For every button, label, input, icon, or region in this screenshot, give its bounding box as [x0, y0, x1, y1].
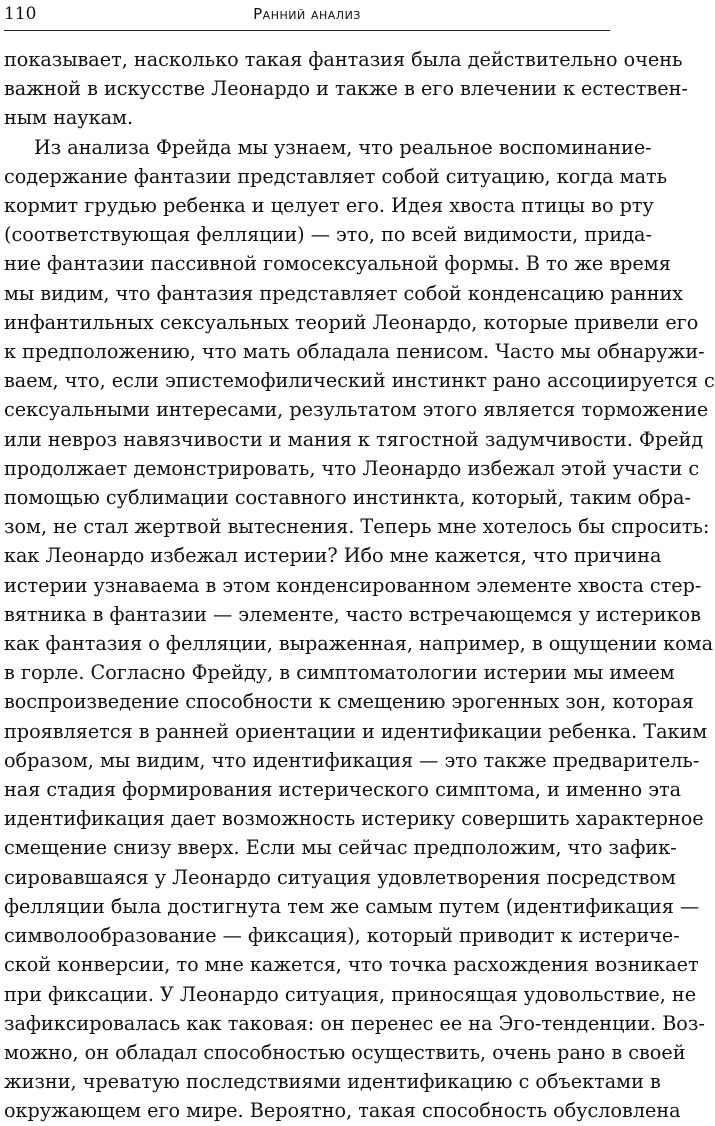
text-line: окружающем его мире. Вероятно, такая способность обусловлена — [4, 1099, 681, 1123]
text-line: показывает, насколько такая фантазия была действительно очень — [4, 48, 683, 71]
text-line: к предположению, что мать обладала пенисом. Часто мы обнаружи- — [4, 340, 705, 364]
text-line: можно, он обладал способностью осуществить, очень рано в своей — [4, 1040, 686, 1064]
text-line: вятника в фантазии — элементе, часто встречающемся у истериков — [4, 602, 701, 626]
text-line: важной в искусстве Леонардо и также в его влечении к естествен- — [4, 77, 688, 101]
text-line: или невроз навязчивости и мания к тягостной задумчивости. Фрейд — [4, 427, 704, 451]
text-line: ным наукам. — [4, 106, 134, 130]
text-line: при фиксации. У Леонардо ситуация, приносящая удовольствие, не — [4, 982, 697, 1006]
text-line: содержание фантазии представляет собой ситуацию, когда мать — [4, 164, 668, 188]
paragraph — [4, 133, 715, 1126]
text-line: образом, мы видим, что идентификация — это также предваритель- — [4, 748, 700, 772]
text-line: проявляется в ранней ориентации и идентификации ребенка. Таким — [4, 719, 708, 743]
text-line: в горле. Согласно Фрейду, в симптоматологии истерии мы имеем — [4, 661, 675, 685]
text-line: фелляции была достигнута тем же самым путем (идентификация — — [4, 894, 700, 918]
text-line: как Леонардо избежал истерии? Ибо мне кажется, что причина — [4, 544, 662, 568]
text-line: помощью сублимации составного инстинкта, который, таким обра- — [4, 486, 691, 510]
text-line: мы видим, что фантазия представляет собой конденсацию ранних — [4, 281, 684, 305]
running-title: Ранний анализ — [253, 5, 361, 23]
text-line: жизни, чреватую последствиями идентификацию с объектами в — [4, 1070, 661, 1094]
text-line: воспроизведение способности к смещению эрогенных зон, которая — [4, 690, 694, 714]
text-line: продолжает демонстрировать, что Леонардо избежал этой участи с — [4, 456, 700, 480]
text-line: инфантильных сексуальных теорий Леонардо, которые привели его — [4, 310, 699, 334]
text-line: ской конверсии, то мне кажется, что точка расхождения возникает — [4, 953, 699, 977]
text-line: зом, не стал жертвой вытеснения. Теперь мне хотелось бы спросить: — [4, 515, 710, 539]
page-header — [4, 2, 610, 31]
text-line: кормит грудью ребенка и целует его. Идея хвоста птицы во рту — [4, 194, 654, 218]
text-line: ваем, что, если эпистемофилический инстинкт рано ассоциируется с — [4, 369, 715, 393]
page-number: 110 — [4, 4, 37, 24]
text-line: (соответствующая фелляции) — это, по всей видимости, прида- — [4, 223, 652, 247]
text-line: как фантазия о фелляции, выраженная, например, в ощущении кома — [4, 632, 714, 656]
paragraph — [4, 45, 688, 133]
body-text — [4, 45, 715, 1126]
text-line: истерии узнаваема в этом конденсированном элементе хвоста стер- — [4, 573, 702, 597]
text-line: смещение снизу вверх. Если мы сейчас предположим, что зафик- — [4, 836, 677, 860]
text-line: Из анализа Фрейда мы узнаем, что реальное воспоминание- — [34, 135, 652, 159]
text-line: ная стадия формирования истерического симптома, и именно эта — [4, 778, 682, 802]
text-line: сировавшаяся у Леонардо ситуация удовлетворения посредством — [4, 865, 676, 889]
text-line: ние фантазии пассивной гомосексуальной формы. В то же время — [4, 252, 671, 276]
text-line: зафиксировалась как таковая: он перенес ее на Эго-тенденции. Воз- — [4, 1011, 705, 1035]
text-line: идентификация дает возможность истерику совершить характерное — [4, 807, 704, 831]
text-line: символообразование — фиксация), который приводит к истериче- — [4, 924, 680, 948]
text-line: сексуальными интересами, результатом этого является торможение — [4, 398, 709, 422]
